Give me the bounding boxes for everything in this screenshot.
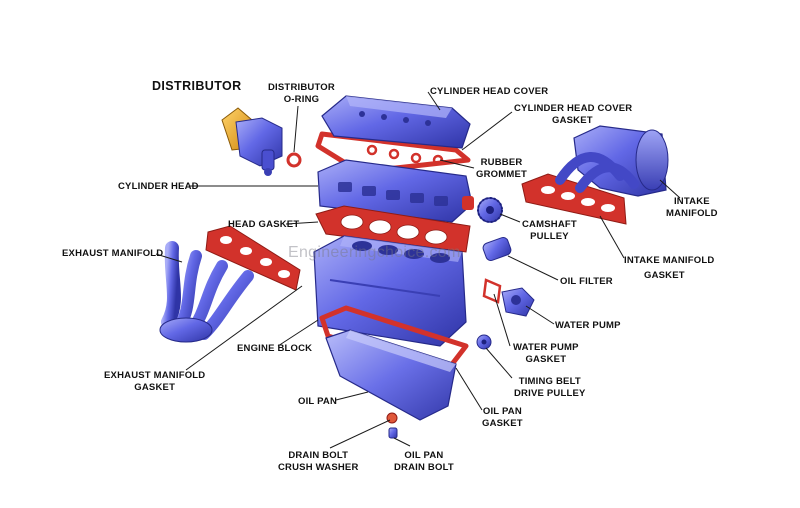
label-water-pump-gasket bbox=[513, 342, 579, 366]
drain-bolt-crush-washer-part bbox=[387, 413, 397, 423]
label-intake-manifold-line2: MANIFOLD bbox=[666, 207, 718, 219]
cylinder-head-cover-part bbox=[322, 96, 470, 148]
intake-manifold-part bbox=[560, 126, 668, 196]
label-camshaft-pulley-line2: PULLEY bbox=[530, 230, 569, 242]
label-oil-pan-gasket bbox=[482, 406, 523, 430]
timing-belt-drive-pulley-part bbox=[477, 335, 491, 349]
label-rubber-grommet bbox=[476, 157, 527, 181]
label-distributor: DISTRIBUTOR bbox=[152, 79, 242, 93]
label-intake-manifold-gasket-line2: GASKET bbox=[644, 269, 685, 281]
distributor-oring-part bbox=[288, 154, 300, 166]
label-intake-manifold-gasket bbox=[624, 255, 714, 282]
camshaft-pulley-part bbox=[478, 198, 502, 222]
label-camshaft-pulley bbox=[522, 219, 577, 243]
label-rubber-grommet-line2: GROMMET bbox=[476, 168, 528, 180]
label-intake-manifold bbox=[666, 196, 718, 220]
distributor-part bbox=[222, 108, 282, 176]
label-distributor-oring-line1: DISTRIBUTOR bbox=[268, 82, 335, 93]
label-oil-pan-drain-bolt-line1: OIL PAN bbox=[404, 450, 444, 461]
label-cylinder-head-cover-gasket bbox=[514, 103, 632, 127]
label-cylinder-head-cover-gasket-line2: GASKET bbox=[552, 114, 593, 126]
label-oil-filter: OIL FILTER bbox=[560, 276, 613, 287]
label-camshaft-pulley-line1: CAMSHAFT bbox=[522, 219, 577, 230]
watermark: Engineeringchoice.com bbox=[288, 244, 461, 261]
label-distributor-oring bbox=[268, 82, 335, 106]
label-oil-pan-drain-bolt-line2: DRAIN BOLT bbox=[394, 461, 454, 473]
label-exhaust-manifold: EXHAUST MANIFOLD bbox=[62, 248, 164, 259]
label-intake-manifold-gasket-line1: INTAKE MANIFOLD bbox=[624, 255, 715, 266]
label-engine-block: ENGINE BLOCK bbox=[237, 343, 313, 354]
label-drain-bolt-crush-washer-line2: CRUSH WASHER bbox=[278, 461, 359, 473]
label-exhaust-manifold-gasket-line2: GASKET bbox=[134, 381, 176, 393]
label-rubber-grommet-line1: RUBBER bbox=[480, 157, 523, 168]
label-exhaust-manifold-gasket-line1: EXHAUST MANIFOLD bbox=[104, 370, 206, 381]
label-exhaust-manifold-gasket bbox=[104, 370, 205, 394]
label-cylinder-head: CYLINDER HEAD bbox=[118, 181, 199, 192]
water-pump-part bbox=[502, 288, 534, 316]
label-cylinder-head-cover-gasket-line1: CYLINDER HEAD COVER bbox=[514, 103, 633, 114]
water-pump-gasket-part bbox=[484, 280, 500, 302]
label-drain-bolt-crush-washer bbox=[278, 450, 359, 474]
label-cylinder-head-cover: CYLINDER HEAD COVER bbox=[430, 86, 549, 97]
label-timing-belt-drive-pulley-line2: DRIVE PULLEY bbox=[514, 387, 586, 399]
label-water-pump-gasket-line2: GASKET bbox=[525, 353, 567, 365]
label-timing-belt-drive-pulley-line1: TIMING BELT bbox=[518, 376, 581, 387]
label-oil-pan-gasket-line1: OIL PAN bbox=[482, 406, 522, 417]
label-drain-bolt-crush-washer-line1: DRAIN BOLT bbox=[288, 450, 349, 461]
label-oil-pan: OIL PAN bbox=[298, 396, 338, 407]
label-head-gasket: HEAD GASKET bbox=[228, 219, 300, 230]
label-distributor-oring-line2: O-RING bbox=[283, 93, 320, 105]
oil-filter-part bbox=[482, 236, 513, 262]
label-oil-pan-gasket-line2: GASKET bbox=[482, 417, 523, 429]
label-intake-manifold-line1: INTAKE bbox=[673, 196, 710, 207]
label-water-pump-gasket-line1: WATER PUMP bbox=[513, 342, 579, 353]
label-oil-pan-drain-bolt bbox=[394, 450, 454, 474]
label-timing-belt-drive-pulley bbox=[514, 376, 586, 400]
oil-pan-drain-bolt-part bbox=[389, 428, 397, 438]
label-water-pump: WATER PUMP bbox=[555, 320, 621, 331]
